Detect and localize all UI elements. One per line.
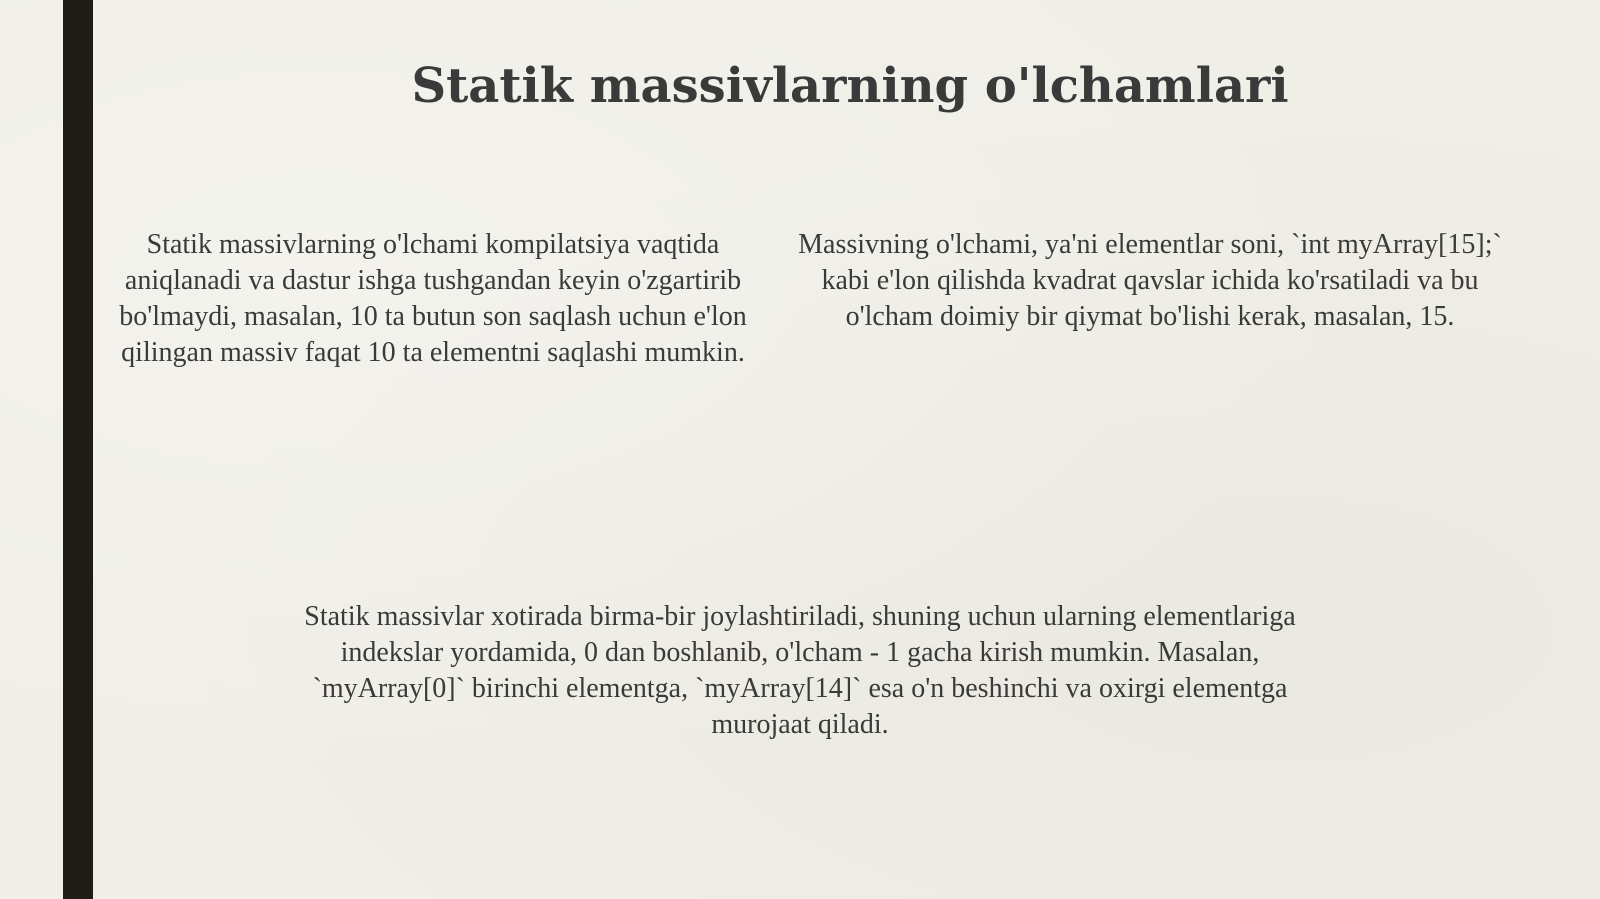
paragraph-right: Massivning o'lchami, ya'ni elementlar soni, `int myArray[15];` kabi e'lon qilishda kvadrat qavslar ichida ko'rsatiladi va bu o'lcham doimiy bir qiymat bo'lishi kerak, masalan, 15.	[798, 229, 1502, 332]
paragraph-bottom: Statik massivlar xotirada birma-bir joylashtiriladi, shuning uchun ularning elementlariga indekslar yordamida, 0 dan boshlanib, o'lcham - 1 gacha kirish mumkin. Masalan, `myArray[0]` birinchi elementga, `myArray[14]` esa o'n beshinchi va oxirgi elementga murojaat qiladi.	[304, 601, 1296, 740]
accent-bar	[63, 0, 93, 899]
slide-title: Statik massivlarning o'lchamlari	[411, 58, 1289, 114]
paragraph-left: Statik massivlarning o'lchami kompilatsiya vaqtida aniqlanadi va dastur ishga tushgandan keyin o'zgartirib bo'lmaydi, masalan, 10 ta butun son saqlash uchun e'lon qilingan massiv faqat 10 ta elementni saqlashi mumkin.	[119, 229, 747, 368]
